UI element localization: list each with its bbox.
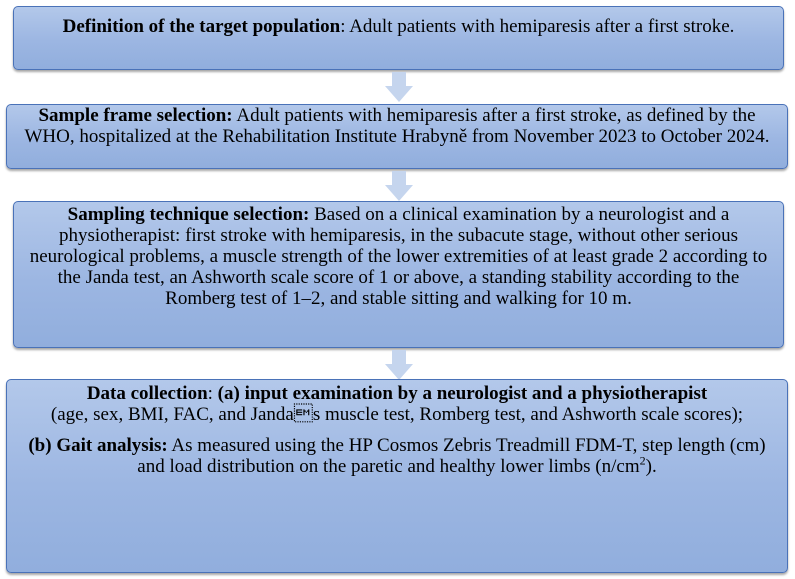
down-arrow-icon [385, 171, 413, 201]
step-target-population [13, 6, 784, 70]
step-sampling-technique [13, 201, 784, 348]
step-4-paragraph-a [19, 383, 775, 425]
down-arrow-icon [385, 350, 413, 380]
step-2-heading: Sample frame selection: [38, 105, 233, 126]
step-3-heading: Sampling technique selection: [67, 204, 310, 225]
step-1-paragraph [26, 16, 771, 37]
step-4a-heading: (a) input examination by a neurologist and a physiotherapist [217, 383, 708, 404]
step-sample-frame [6, 104, 788, 169]
step-2-text: Adult patients with hemiparesis after a first stroke, as defined by the WHO, hospitalized at the Rehabilitation Institute Hrabyně from November 2023 to October 2024. [24, 105, 770, 147]
step-4b-end: ). [645, 456, 657, 477]
step-4-heading: Data collection [86, 383, 208, 404]
step-1-text: : Adult patients with hemiparesis after a first stroke. [340, 16, 735, 37]
step-4-separator: : [207, 383, 218, 404]
step-4b-text: As measured using the HP Cosmos Zebris Treadmill FDM-T, step length (cm) and load distribution on the paretic and healthy lower limbs (n/cm [137, 435, 766, 477]
step-4a-text: (age, sex, BMI, FAC, and Jandas muscle test, Romberg test, and Ashworth scale scores); [50, 404, 744, 425]
step-3-paragraph [26, 204, 771, 309]
step-4-paragraph-b [19, 435, 775, 477]
step-4b-superscript: 2 [639, 453, 646, 468]
down-arrow-icon [385, 72, 413, 102]
step-data-collection [6, 379, 788, 573]
step-1-heading: Definition of the target population [62, 16, 341, 37]
step-3-text: Based on a clinical examination by a neurologist and a physiotherapist: first stroke with hemiparesis, in the subacute stage, without other serious neurological problems, a muscle strength of the lower extremities of at least grade 2 according to the Janda test, an Ashworth scale score of 1 or above, a standing stability according to the Romberg test of 1–2, and stable sitting and walking for 10 m. [29, 204, 768, 309]
step-2-paragraph [19, 105, 775, 147]
step-4b-heading: (b) Gait analysis: [28, 435, 168, 456]
